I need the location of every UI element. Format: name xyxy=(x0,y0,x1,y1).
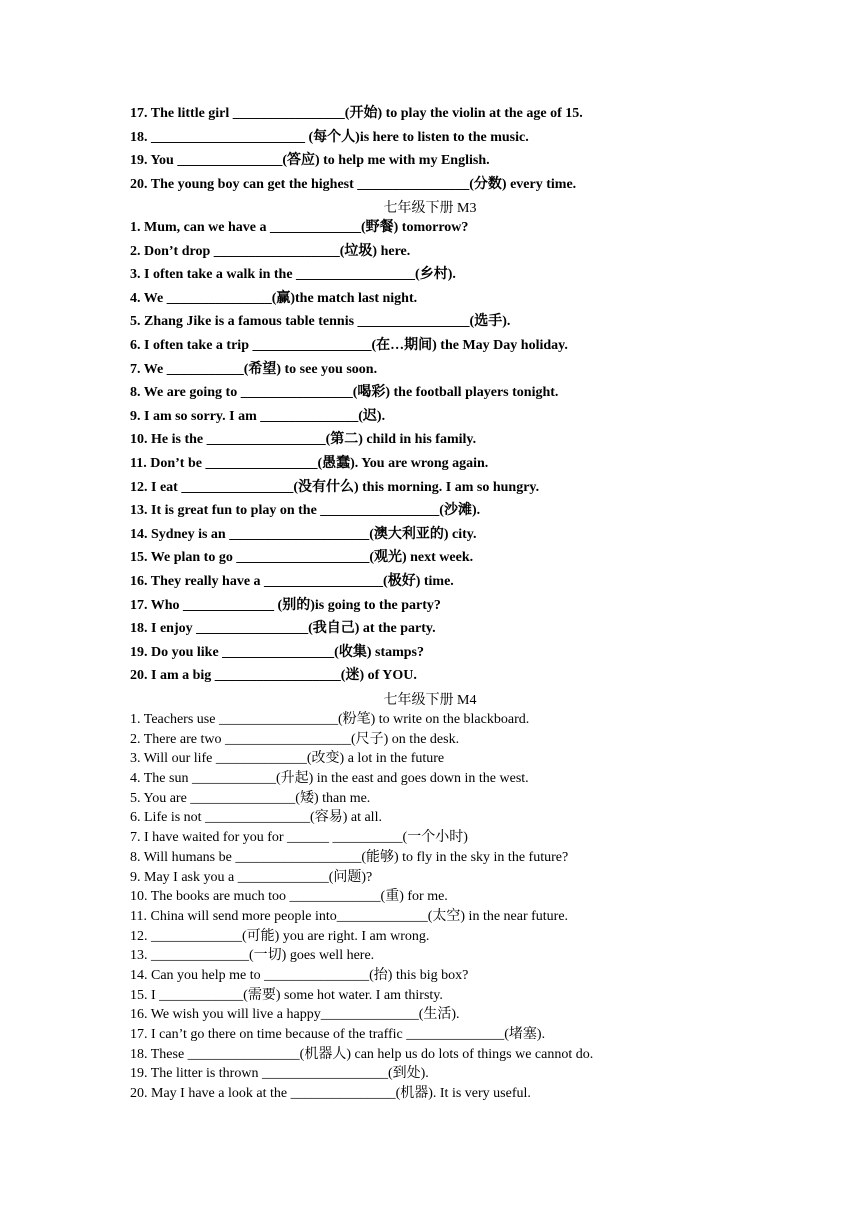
exercise-line: 8. We are going to ________________(喝彩) the football players tonight. xyxy=(130,385,559,401)
exercise-line: 2. Don’t drop __________________(垃圾) here. xyxy=(130,243,411,259)
exercise-line: 2. There are two __________________(尺子) on the desk. xyxy=(130,731,460,747)
exercise-line: 17. I can’t go there on time because of the traffic ______________(堵塞). xyxy=(130,1027,546,1042)
exercise-line: 11. China will send more people into_____________(太空) in the near future. xyxy=(130,908,569,924)
exercise-line: 16. They really have a _________________(极好) time. xyxy=(130,573,454,589)
exercise-line: 15. We plan to go ___________________(观光) next week. xyxy=(130,550,474,566)
exercise-line: 7. We ___________(希望) to see you soon. xyxy=(130,361,378,377)
exercise-line: 1. Mum, can we have a _____________(野餐) tomorrow? xyxy=(130,220,469,235)
exercise-line: 18. These ________________(机器人) can help us do lots of things we cannot do. xyxy=(130,1046,594,1062)
exercise-line: 15. I ____________(需要) some hot water. I am thirsty. xyxy=(130,987,443,1003)
exercise-line: 6. Life is not _______________(容易) at all. xyxy=(130,810,382,826)
section-heading-m3: 七年级下册 M3 xyxy=(383,201,477,216)
section-heading-m4: 七年级下册 M4 xyxy=(383,693,477,708)
exercise-line: 19. You _______________(答应) to help me with my English. xyxy=(130,153,490,169)
exercise-line: 9. I am so sorry. I am ______________(迟). xyxy=(130,408,386,424)
exercise-line: 10. The books are much too _____________(重) for me. xyxy=(130,889,448,905)
exercise-line: 6. I often take a trip _________________(在…期间) the May Day holiday. xyxy=(130,337,568,353)
exercise-line: 20. May I have a look at the _______________(机器). It is very useful. xyxy=(130,1086,531,1102)
exercise-line: 4. We _______________(赢)the match last night. xyxy=(130,290,418,306)
exercise-line: 20. I am a big __________________(迷) of YOU. xyxy=(130,668,417,684)
exercise-line: 5. You are _______________(矮) than me. xyxy=(130,790,371,806)
exercise-line: 13. ______________(一切) goes well here. xyxy=(130,948,375,964)
exercise-line: 17. Who _____________ (别的)is going to the party? xyxy=(130,597,441,613)
exercise-line: 10. He is the _________________(第二) child in his family. xyxy=(130,432,477,448)
exercise-line: 1. Teachers use _________________(粉笔) to write on the blackboard. xyxy=(130,712,530,727)
exercise-line: 14. Sydney is an ____________________(澳大利亚的) city. xyxy=(130,526,477,542)
exercise-line: 5. Zhang Jike is a famous table tennis ________________(选手). xyxy=(130,314,511,330)
exercise-line: 4. The sun ____________(升起) in the east and goes down in the west. xyxy=(130,771,529,787)
m4-exercises xyxy=(130,710,730,1104)
exercise-line: 13. It is great fun to play on the _________________(沙滩). xyxy=(130,503,481,519)
exercise-line: 3. I often take a walk in the _________________(乡村). xyxy=(130,267,456,283)
exercise-line: 11. Don’t be ________________(愚蠢). You are wrong again. xyxy=(130,455,489,471)
exercise-line: 12. _____________(可能) you are right. I am wrong. xyxy=(130,928,430,944)
exercise-line: 7. I have waited for you for ______ __________(一个小时) xyxy=(130,830,468,846)
m3-exercises xyxy=(130,216,730,688)
m4-heading-wrap xyxy=(130,690,730,711)
exercise-line: 18. I enjoy ________________(我自己) at the party. xyxy=(130,621,436,637)
exercise-line: 9. May I ask you a _____________(问题)? xyxy=(130,869,373,885)
exercise-line: 19. The litter is thrown __________________(到处). xyxy=(130,1066,429,1082)
exercise-line: 18. ______________________ (每个人)is here to listen to the music. xyxy=(130,129,529,145)
previous-module-exercises xyxy=(130,102,730,196)
exercise-line: 16. We wish you will live a happy______________(生活). xyxy=(130,1007,460,1023)
exercise-line: 3. Will our life _____________(改变) a lot in the future xyxy=(130,751,445,767)
exercise-line: 20. The young boy can get the highest ________________(分数) every time. xyxy=(130,176,577,192)
exercise-line: 14. Can you help me to _______________(抬) this big box? xyxy=(130,967,469,983)
exercise-line: 17. The little girl ________________(开始) to play the violin at the age of 15. xyxy=(130,106,583,121)
exercise-line: 12. I eat ________________(没有什么) this morning. I am so hungry. xyxy=(130,479,540,495)
exercise-line: 19. Do you like ________________(收集) stamps? xyxy=(130,644,425,660)
exercise-line: 8. Will humans be __________________(能够) to fly in the sky in the future? xyxy=(130,849,569,865)
